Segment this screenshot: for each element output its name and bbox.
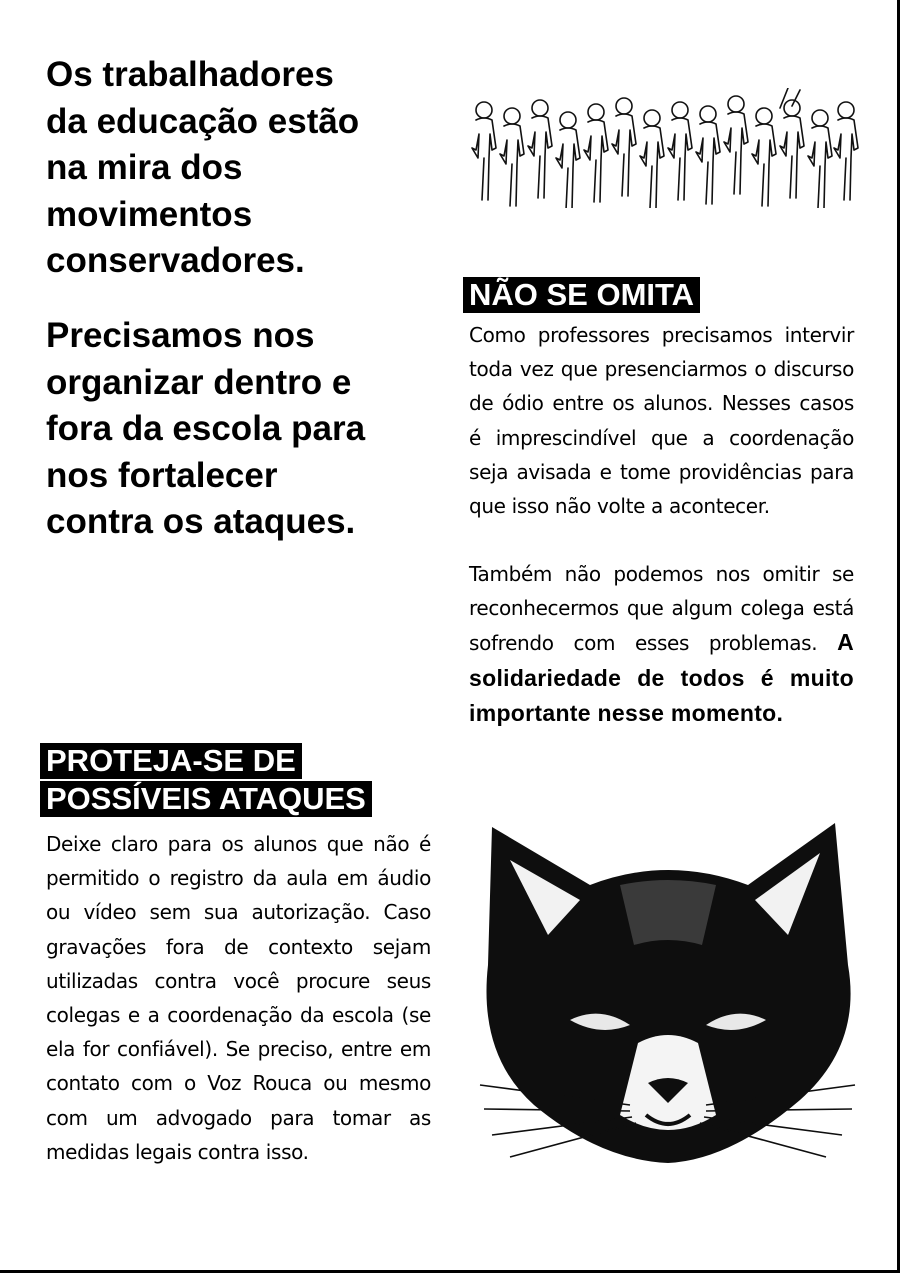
section-heading-proteja-line-1: PROTEJA-SE DE bbox=[40, 743, 302, 779]
proteja-paragraph: Deixe claro para os alunos que não é permitido o registro da aula em áudio ou vídeo sem sua autorização. Caso gravações fora de contexto sejam utilizadas contra você procure seus colegas e a coordenação da escola (se ela for confiável). Se preciso, entre em contato com o Voz Rouca ou mesmo com um advogado para tomar as medidas legais contra isso. bbox=[46, 832, 431, 1164]
nao-se-omita-paragraph-2 bbox=[469, 557, 854, 731]
cat-face-icon bbox=[470, 815, 865, 1175]
call-to-action: Precisamos nos organizar dentro e fora da escola para nos fortalecer contra os ataques. bbox=[46, 316, 366, 541]
section-heading-nao-se-omita: NÃO SE OMITA bbox=[463, 277, 700, 313]
solidarity-emphasis: A solidariedade de todos é muito importante nesse momento. bbox=[469, 629, 854, 726]
section-heading-proteja-line-2: POSSÍVEIS ATAQUES bbox=[40, 781, 372, 817]
nao-se-omita-paragraph-1: Como professores precisamos intervir toda vez que presenciarmos o discurso de ódio entre os alunos. Nesses casos é imprescindível que a coordenação seja avisada e tome providências para que isso não volte a acontecer. bbox=[469, 323, 854, 519]
crowd-of-people-icon bbox=[470, 88, 860, 208]
headline: Os trabalhadores da educação estão na mira dos movimentos conservadores. bbox=[46, 55, 360, 280]
paragraph-2-text: Também não podemos nos omitir se reconhecermos que algum colega está sofrendo com esses problemas. bbox=[469, 562, 854, 656]
